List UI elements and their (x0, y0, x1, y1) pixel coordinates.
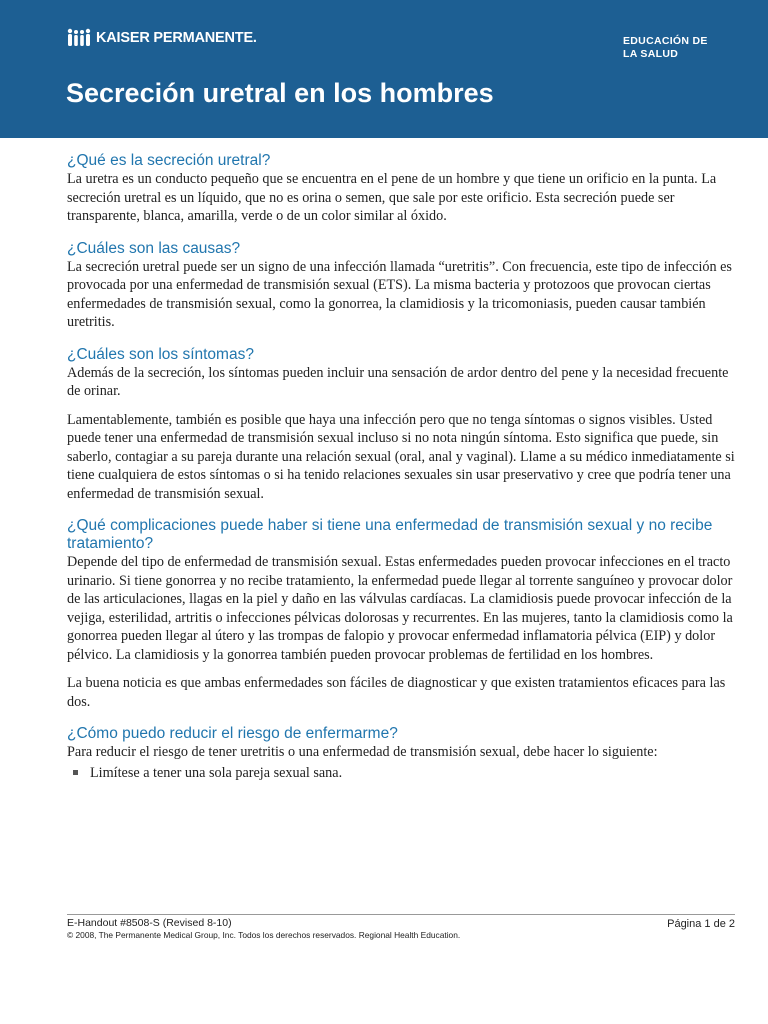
section-tag-line2: LA SALUD (623, 48, 679, 60)
document-body (67, 152, 735, 796)
section-paragraph: Depende del tipo de enfermedad de transmisión sexual. Estas enfermedades pueden provocar infecciones en el tracto urinario. Si tiene gonorrea y no recibe tratamiento, la enfermedad puede llegar al torrente sanguíneo y provocar dolor de las articulaciones, llagas en la piel y daño en las válvulas cardíacas. La clamidiosis puede provocar infección de la vejiga, esterilidad, artritis o infecciones pélvicas dolorosas y recurrentes. En las mujeres, tanto la clamidiosis como la gonorrea pueden llegar al útero y las trompas de falopio y provocar enfermedad inflamatoria pélvica (EIP) y dolor pélvico. La clamidiosis y la gonorrea también pueden provocar problemas de fertilidad en los hombres. (67, 554, 733, 663)
section-paragraph: Además de la secreción, los síntomas pueden incluir una sensación de ardor dentro del pene y la necesidad frecuente de orinar. (67, 364, 729, 399)
section-heading: ¿Cuáles son los síntomas? (67, 345, 254, 363)
section-paragraph: La uretra es un conducto pequeño que se encuentra en el pene de un hombre y que tiene un orificio en la punta. La secreción uretral es un líquido, que no es orina o semen, que sale por este orificio. Esta secreción puede ser transparente, blanca, amarilla, verde o de un color similar al óxido. (67, 171, 717, 224)
section-heading: ¿Cómo puedo reducir el riesgo de enfermarme? (67, 725, 398, 742)
page-header (0, 0, 768, 138)
footer-divider (67, 914, 735, 915)
brand-name: KAISER PERMANENTE. (96, 30, 257, 46)
section-paragraph: Para reducir el riesgo de tener uretritis o una enfermedad de transmisión sexual, debe hacer lo siguiente: (67, 744, 658, 760)
section-reduce-risk (67, 725, 735, 782)
square-bullet-icon (73, 770, 78, 775)
section-tag-line1: EDUCACIÓN DE (623, 35, 708, 47)
section-paragraph: La buena noticia es que ambas enfermedades son fáciles de diagnosticar y que existen tratamientos eficaces para las dos. (67, 675, 726, 710)
section-symptoms (67, 346, 735, 504)
section-paragraph: Lamentablemente, también es posible que haya una infección pero que no tenga síntomas o signos visibles. Usted puede tener una enfermedad de transmisión sexual incluso si no nota ningún síntoma. Esto significa que puede, sin saberlo, contagiar a su pareja durante una relación sexual (oral, anal y vaginal). Llame a su médico inmediatamente si tiene cualquiera de estos síntomas o si ha tenido relaciones sexuales sin usar preservativo y cree que podría tener una enfermedad de transmisión sexual. (67, 411, 735, 502)
page-number: Página 1 de 2 (667, 918, 735, 930)
kaiser-logo (66, 27, 257, 49)
section-complications (67, 517, 735, 711)
bullet-list (67, 764, 735, 783)
list-item-text: Limítese a tener una sola pareja sexual sana. (90, 764, 343, 781)
section-causes (67, 240, 735, 332)
page-footer (67, 914, 735, 941)
section-heading: ¿Qué es la secreción uretral? (67, 152, 271, 169)
section-what-is (67, 152, 735, 226)
people-logo-icon (66, 28, 92, 48)
section-heading: ¿Cuáles son las causas? (67, 239, 241, 257)
copyright-notice: © 2008, The Permanente Medical Group, Inc. Todos los derechos reservados. Regional Health Education. (67, 930, 461, 940)
list-item (73, 764, 735, 783)
section-paragraph: La secreción uretral puede ser un signo de una infección llamada “uretritis”. Con frecuencia, este tipo de infección es provocada por una enfermedad de transmisión sexual (ETS). La misma bacteria y protozoos que provocan ciertas enfermedades de transmisión sexual, como la gonorrea, la clamidiosis y la tricomoniasis, pueden causar también uretritis. (67, 258, 732, 330)
section-heading: ¿Qué complicaciones puede haber si tiene una enfermedad de transmisión sexual y no recibe tratamiento? (67, 517, 713, 552)
section-tag (623, 35, 733, 61)
handout-id: E-Handout #8508-S (Revised 8-10) (67, 917, 232, 929)
page-title: Secreción uretral en los hombres (66, 78, 494, 108)
